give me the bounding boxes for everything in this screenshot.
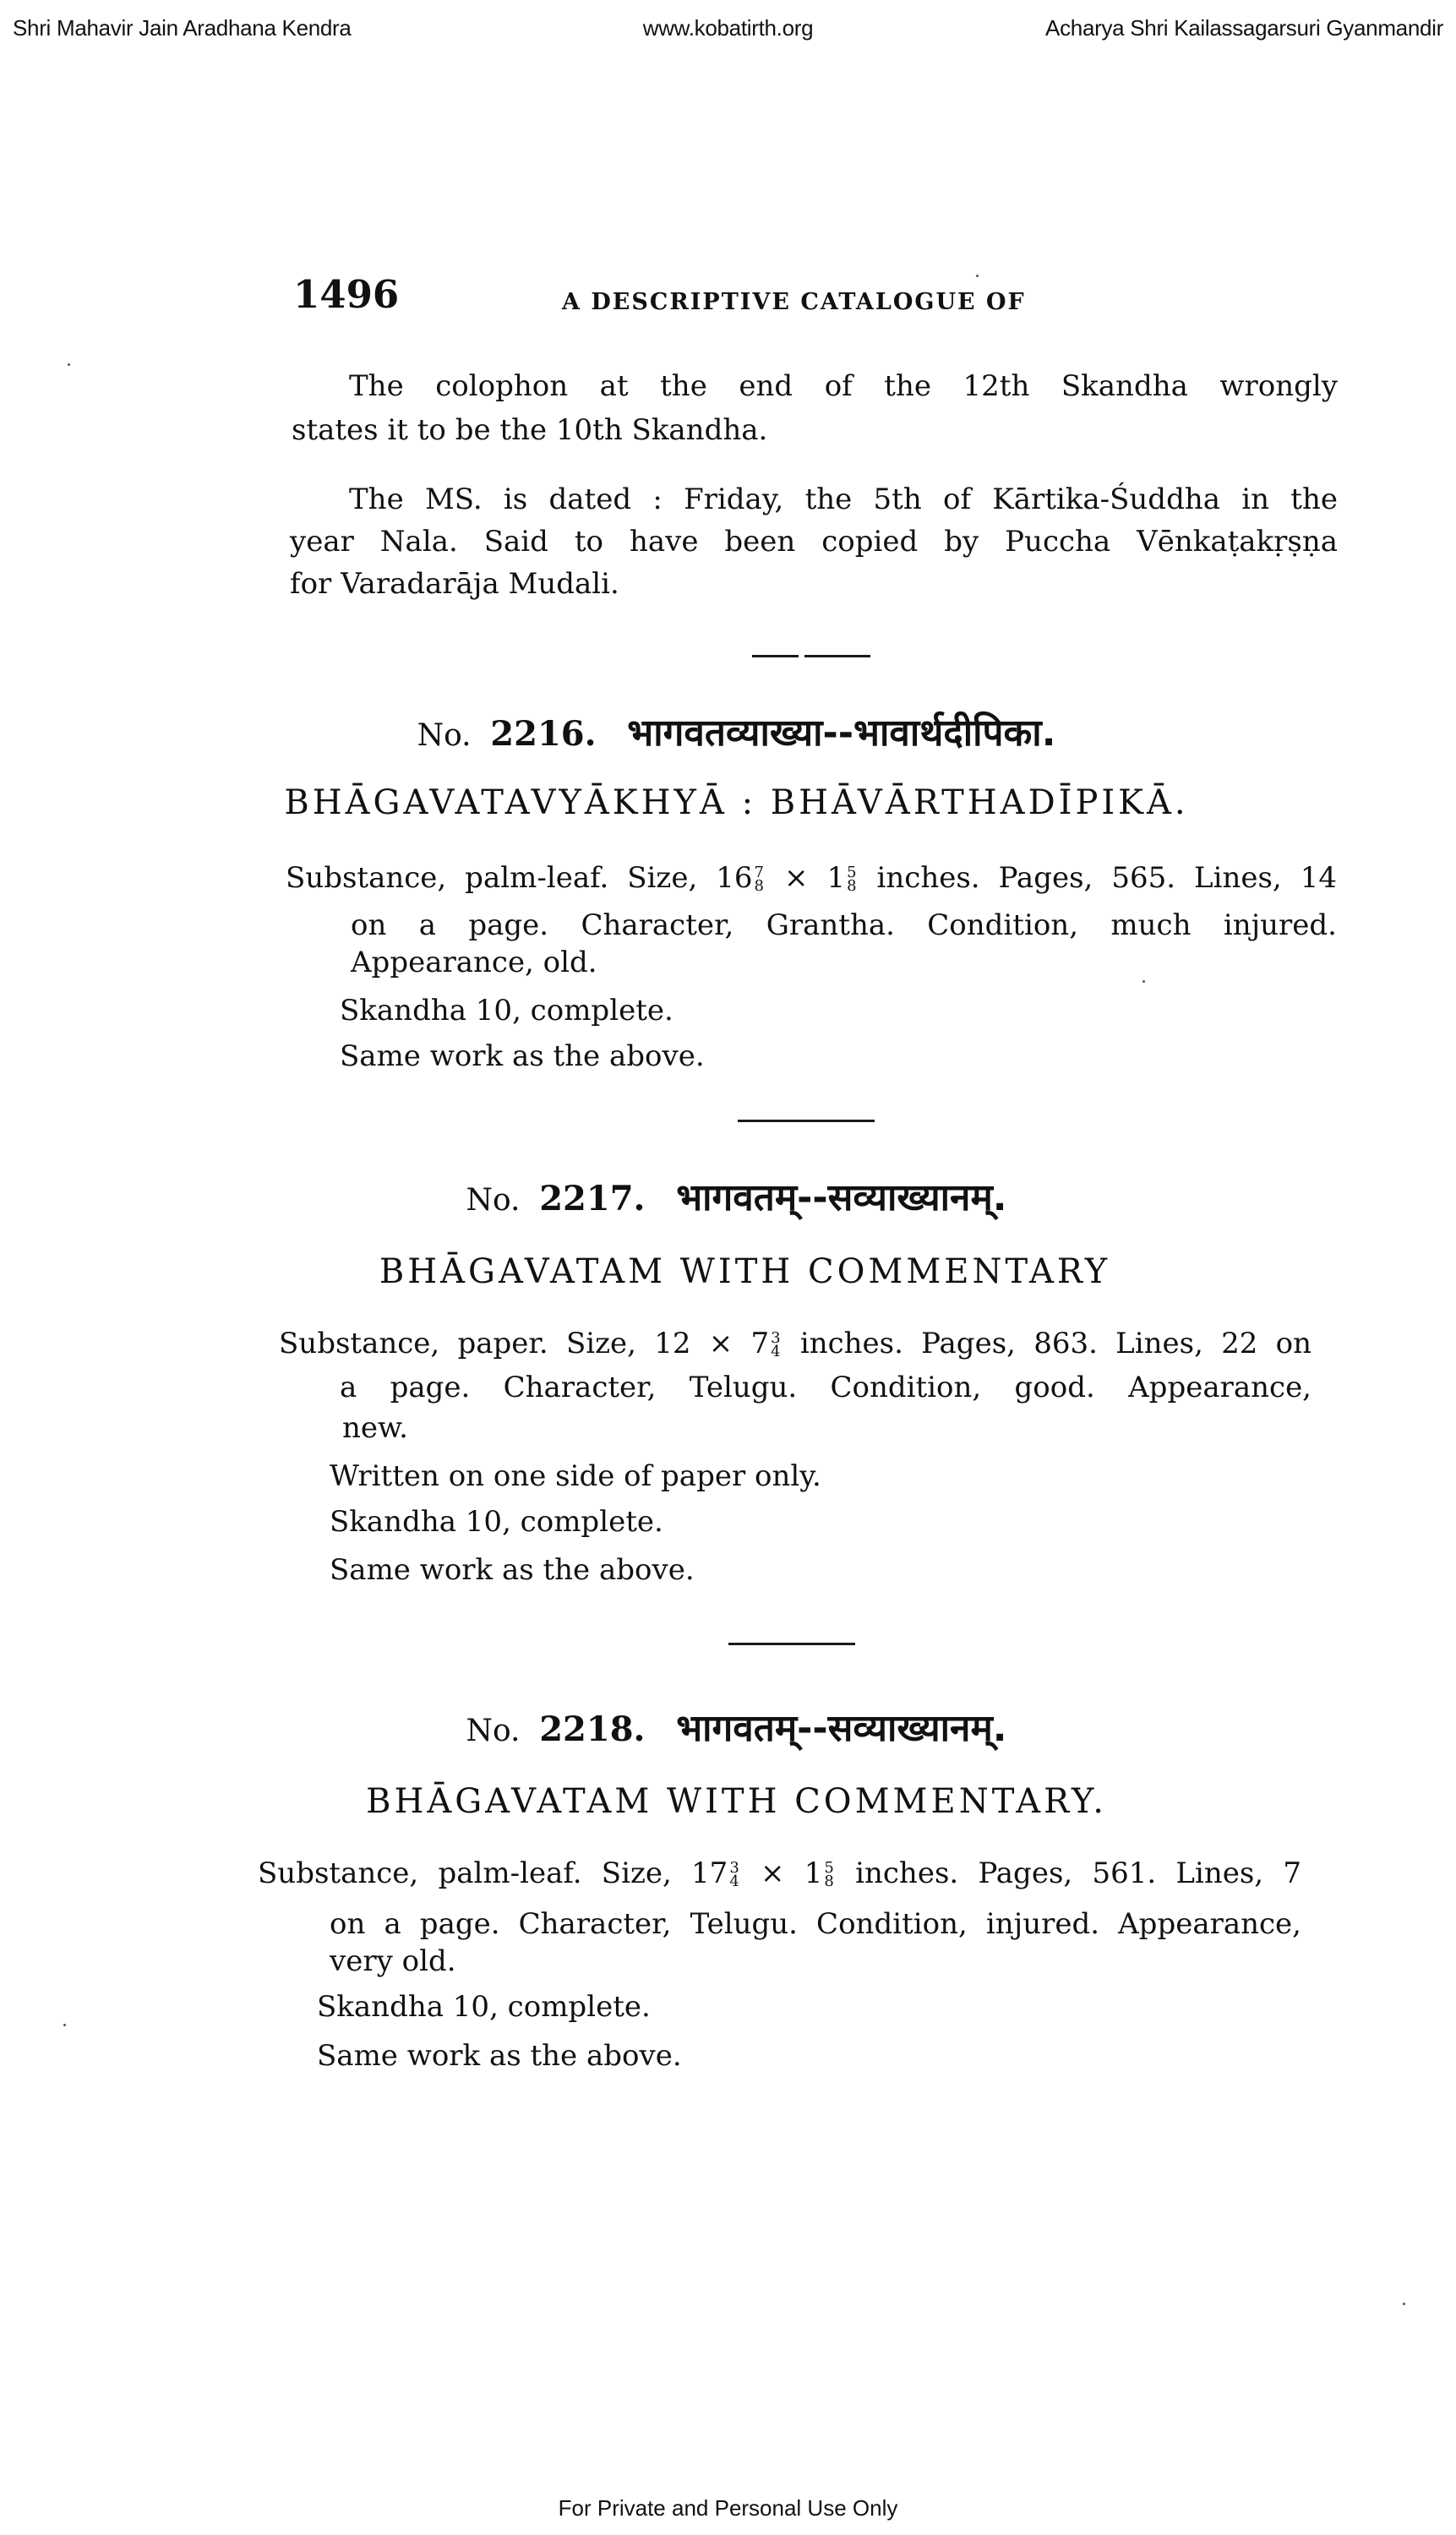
scan-speck [63,2024,66,2026]
entry-roman-title-2217: BHĀGAVATAM WITH COMMENTARY [379,1252,1111,1291]
entry-2218-desc-line3: very old. [330,1944,456,1978]
entry-2218-note1: Skandha 10, complete. [317,1990,651,2024]
entry-heading-2218 [0,1707,1456,1750]
footer-notice: For Private and Personal Use Only [558,2495,898,2521]
page-number: 1496 [293,272,400,317]
size-fraction-b: 1 5 8 [826,861,857,895]
entry-heading-2217 [0,1176,1456,1219]
desc-suffix: inches. Pages, 561. Lines, 7 [855,1856,1301,1890]
entry-number: 2218. [539,1709,646,1749]
entry-2217-note3: Same work as the above. [330,1553,695,1587]
entry-2216-desc-line3: Appearance, old. [351,946,597,979]
desc-prefix: Substance, palm-leaf. Size, [286,861,698,895]
section-divider [752,655,799,657]
header-left-institution: Shri Mahavir Jain Aradhana Kendra [13,15,352,41]
scan-speck [976,275,979,277]
entry-2216-desc-line2: on a page. Character, Grantha. Condition, much injured. [351,908,1337,942]
entry-sanskrit-title: भागवतम्--सव्याख्यानम्. [676,1707,1007,1750]
entry-2218-desc-line2: on a page. Character, Telugu. Condition, injured. Appearance, [330,1907,1301,1941]
entry-number: 2217. [539,1179,646,1218]
times-symbol: × [761,1856,785,1890]
times-symbol: × [783,861,809,895]
entry-roman-title-2216: BHĀGAVATAVYĀKHYĀ : BHĀVĀRTHADĪPIKĀ. [284,783,1189,822]
desc-suffix: inches. Pages, 565. Lines, 14 [876,861,1337,895]
entry-2217-note2: Skandha 10, complete. [330,1505,663,1539]
entry-2216-desc-line1 [286,861,1337,895]
entry-2218-desc-line1 [258,1856,1301,1890]
intro-para2-line2: year Nala. Said to have been copied by Puccha Vēnkaṭakṛṣṇa [290,525,1338,559]
entry-2218-note2: Same work as the above. [317,2039,682,2073]
size-fraction-a: 16 7 8 [716,861,764,895]
entry-2217-desc-line2: a page. Character, Telugu. Condition, good. Appearance, [340,1371,1311,1404]
desc-suffix: inches. Pages, 863. Lines, 22 on [799,1327,1312,1360]
section-divider [738,1120,875,1122]
intro-para1-line2: states it to be the 10th Skandha. [292,413,768,447]
intro-para1-line1: The colophon at the end of the 12th Skandha wrongly [349,369,1338,403]
entry-2216-note1: Skandha 10, complete. [340,994,673,1028]
scan-speck [68,363,70,366]
entry-2216-note2: Same work as the above. [340,1039,705,1073]
size-fraction-b: 1 5 8 [804,1856,834,1890]
entry-no-label: No. [417,718,472,753]
desc-prefix: Substance, palm-leaf. Size, [258,1856,672,1890]
entry-sanskrit-title: भागवतम्--सव्याख्यानम्. [676,1176,1007,1219]
header-website: www.kobatirth.org [642,15,814,41]
section-divider [804,655,870,657]
entry-2217-desc-line3: new. [342,1411,408,1445]
entry-heading-2216 [0,711,1456,755]
running-title: A DESCRIPTIVE CATALOGUE OF [562,289,1026,315]
scan-speck [1142,980,1145,983]
size-fraction-b: 7 3 4 [750,1327,781,1360]
entry-roman-title-2218: BHĀGAVATAM WITH COMMENTARY. [366,1782,1107,1821]
intro-para2-line3: for Varadarāja Mudali. [290,567,619,601]
entry-no-label: No. [466,1714,521,1748]
scan-speck [1403,2303,1405,2305]
entry-2217-note1: Written on one side of paper only. [330,1459,821,1493]
intro-para2-line1: The MS. is dated : Friday, the 5th of Kārtika-Śuddha in the [349,482,1338,516]
header-right-institution: Acharya Shri Kailassagarsuri Gyanmandir [1045,15,1443,41]
entry-number: 2216. [490,714,597,754]
entry-sanskrit-title: भागवतव्याख्या--भावार्थदीपिका. [627,711,1056,755]
entry-2217-desc-line1 [279,1329,1311,1359]
section-divider [728,1643,855,1645]
desc-prefix: Substance, paper. Size, 12 × [279,1327,733,1360]
entry-no-label: No. [466,1183,521,1218]
size-fraction-a: 17 3 4 [691,1856,739,1890]
